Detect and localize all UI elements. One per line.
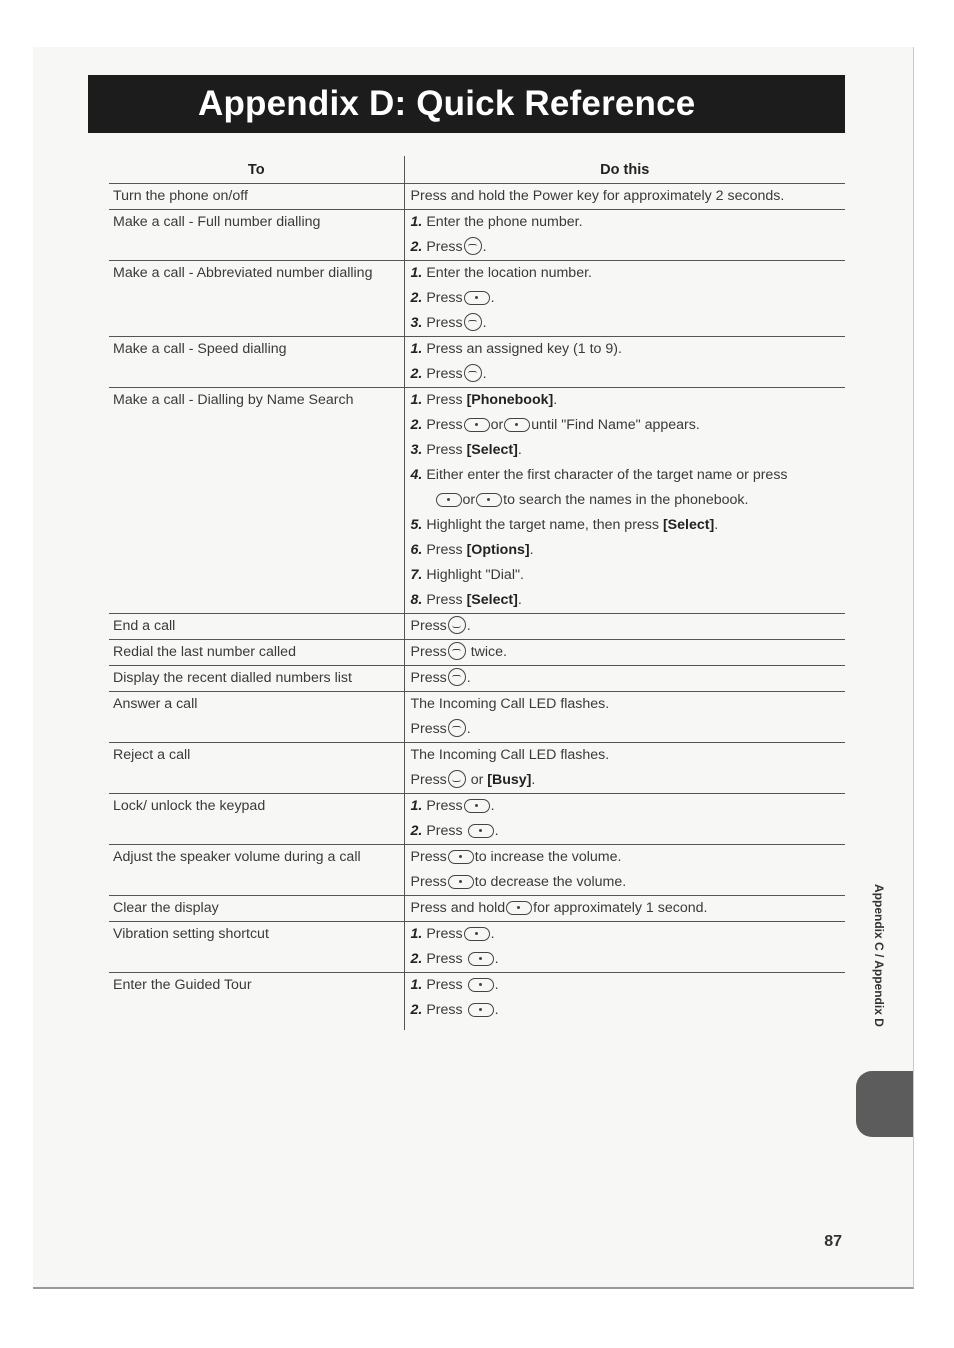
hash-key-icon — [468, 952, 494, 966]
instruction-cell — [404, 743, 845, 794]
task-cell: Enter the Guided Tour — [109, 973, 404, 1031]
page-title: Appendix D: Quick Reference — [88, 75, 845, 133]
table-row — [109, 666, 845, 692]
side-thumb-tab — [856, 1071, 913, 1137]
task-cell: Turn the phone on/off — [109, 184, 404, 210]
task-cell: End a call — [109, 614, 404, 640]
instruction-text: . — [494, 951, 499, 967]
instruction-cell — [404, 845, 845, 896]
instruction-text: for approximately 1 second. — [533, 900, 708, 916]
instruction-text: . — [517, 592, 522, 608]
instruction-line — [411, 362, 846, 387]
instruction-line — [411, 184, 846, 209]
instruction-line — [411, 947, 846, 972]
instruction-line — [411, 588, 846, 613]
instruction-text: Enter the location number. — [426, 265, 592, 281]
send-key-icon — [448, 642, 466, 660]
task-cell: Redial the last number called — [109, 640, 404, 666]
instruction-text: . — [714, 517, 719, 533]
table-row — [109, 692, 845, 743]
softkey-label: [Select] — [466, 442, 518, 458]
down-key-icon — [476, 493, 502, 507]
task-cell: Make a call - Abbreviated number dialling — [109, 261, 404, 337]
step-number: 2. — [410, 1002, 423, 1018]
instruction-text: Press — [426, 592, 467, 608]
softkey-label: [Busy] — [487, 772, 532, 788]
instruction-cell — [404, 666, 845, 692]
table-row — [109, 614, 845, 640]
instruction-line — [411, 235, 846, 260]
step-number: 3. — [410, 442, 423, 458]
instruction-text: or — [490, 417, 504, 433]
instruction-text: Press and hold the Power key for approximately 2 seconds. — [410, 188, 785, 204]
menu-key-icon — [464, 291, 490, 305]
instruction-text: Press — [410, 644, 447, 660]
instruction-cell — [404, 261, 845, 337]
step-number: 2. — [410, 417, 423, 433]
table-row — [109, 210, 845, 261]
instruction-text: Press — [426, 542, 467, 558]
instruction-line — [411, 666, 846, 691]
instruction-text: . — [466, 618, 471, 634]
instruction-text: Press — [426, 392, 467, 408]
instruction-line — [411, 998, 846, 1023]
table-row — [109, 794, 845, 845]
instruction-text: . — [490, 798, 495, 814]
table-header-row — [109, 156, 845, 184]
up-key-icon — [448, 850, 474, 864]
menu-key-icon — [468, 1003, 494, 1017]
column-header-to: To — [109, 156, 404, 184]
instruction-text: Press and hold — [410, 900, 506, 916]
table-row — [109, 184, 845, 210]
table-row — [109, 922, 845, 973]
send-key-icon — [464, 313, 482, 331]
instruction-text: until "Find Name" appears. — [531, 417, 700, 433]
quick-reference-table — [109, 156, 845, 1030]
instruction-text: Press — [410, 772, 447, 788]
instruction-text: or — [466, 772, 488, 788]
step-number: 1. — [410, 926, 423, 942]
instruction-text: Press — [410, 874, 447, 890]
instruction-line — [411, 438, 846, 463]
instruction-line — [411, 768, 846, 793]
instruction-cell — [404, 922, 845, 973]
instruction-text: Press — [426, 290, 463, 306]
instruction-text: . — [482, 239, 487, 255]
table-row — [109, 261, 845, 337]
instruction-line — [411, 845, 846, 870]
instruction-text: Press — [426, 366, 463, 382]
softkey-label: [Options] — [466, 542, 530, 558]
instruction-cell — [404, 210, 845, 261]
down-key-icon — [504, 418, 530, 432]
table-row — [109, 896, 845, 922]
instruction-text: to increase the volume. — [474, 849, 622, 865]
instruction-cell — [404, 896, 845, 922]
instruction-text: to decrease the volume. — [474, 874, 627, 890]
instruction-text: twice. — [466, 644, 507, 660]
instruction-cell — [404, 692, 845, 743]
instruction-text: . — [466, 670, 471, 686]
task-cell: Lock/ unlock the keypad — [109, 794, 404, 845]
instruction-text: Press — [410, 849, 447, 865]
table-row — [109, 743, 845, 794]
table-row — [109, 337, 845, 388]
down-key-icon — [464, 927, 490, 941]
page-number: 87 — [824, 1233, 842, 1250]
softkey-label: [Select] — [662, 517, 715, 533]
instruction-line — [411, 388, 846, 413]
send-key-icon — [464, 364, 482, 382]
up-key-icon — [468, 978, 494, 992]
task-cell: Adjust the speaker volume during a call — [109, 845, 404, 896]
step-number: 1. — [410, 977, 423, 993]
instruction-text: Press — [410, 670, 447, 686]
instruction-line — [411, 413, 846, 438]
instruction-text: to search the names in the phonebook. — [503, 492, 749, 508]
instruction-text: Enter the phone number. — [426, 214, 583, 230]
side-tab-label: Appendix C / Appendix D — [872, 884, 886, 1027]
instruction-text: Press — [426, 442, 467, 458]
send-key-icon — [448, 668, 466, 686]
step-number: 2. — [410, 951, 423, 967]
instruction-text: Press — [426, 951, 467, 967]
step-number: 1. — [410, 214, 423, 230]
step-number: 7. — [410, 567, 423, 583]
step-number: 5. — [410, 517, 423, 533]
instruction-text: Press — [426, 417, 463, 433]
instruction-line — [411, 819, 846, 844]
down-key-icon — [448, 875, 474, 889]
instruction-text: Press — [426, 315, 463, 331]
end-key-icon — [448, 616, 466, 634]
instruction-text: . — [482, 315, 487, 331]
instruction-line — [411, 870, 846, 895]
end-key-icon — [448, 770, 466, 788]
instruction-text: Press — [426, 798, 463, 814]
instruction-line — [411, 286, 846, 311]
star-key-icon — [468, 824, 494, 838]
up-key-icon — [464, 799, 490, 813]
step-number: 2. — [410, 239, 423, 255]
task-cell: Answer a call — [109, 692, 404, 743]
instruction-line — [411, 922, 846, 947]
instruction-text: . — [490, 926, 495, 942]
step-number: 4. — [410, 467, 423, 483]
instruction-text: . — [494, 977, 499, 993]
send-key-icon — [464, 237, 482, 255]
instruction-text: The Incoming Call LED flashes. — [410, 696, 610, 712]
instruction-text: Highlight "Dial". — [426, 567, 524, 583]
instruction-line — [411, 311, 846, 336]
instruction-text: . — [466, 721, 471, 737]
step-number: 1. — [410, 392, 423, 408]
instruction-line — [411, 261, 846, 286]
instruction-text: . — [494, 1002, 499, 1018]
instruction-text: . — [529, 542, 534, 558]
instruction-text: Press — [410, 721, 447, 737]
instruction-line — [411, 794, 846, 819]
step-number: 2. — [410, 290, 423, 306]
up-key-icon — [464, 418, 490, 432]
instruction-text: . — [553, 392, 558, 408]
step-number: 8. — [410, 592, 423, 608]
instruction-line — [411, 692, 846, 717]
task-cell: Make a call - Full number dialling — [109, 210, 404, 261]
instruction-text: . — [482, 366, 487, 382]
softkey-label: [Phonebook] — [466, 392, 554, 408]
task-cell: Display the recent dialled numbers list — [109, 666, 404, 692]
task-cell: Vibration setting shortcut — [109, 922, 404, 973]
step-number: 6. — [410, 542, 423, 558]
instruction-text: Press — [426, 823, 467, 839]
task-cell: Clear the display — [109, 896, 404, 922]
send-key-icon — [448, 719, 466, 737]
instruction-text: . — [490, 290, 495, 306]
table-row — [109, 640, 845, 666]
step-number: 2. — [410, 823, 423, 839]
instruction-text: . — [494, 823, 499, 839]
step-number: 3. — [410, 315, 423, 331]
instruction-line — [411, 640, 846, 665]
column-header-do-this: Do this — [404, 156, 845, 184]
instruction-line — [411, 337, 846, 362]
instruction-cell — [404, 388, 845, 614]
instruction-line — [411, 513, 846, 538]
instruction-text: The Incoming Call LED flashes. — [410, 747, 610, 763]
instruction-text: or — [462, 492, 476, 508]
instruction-line — [411, 614, 846, 639]
task-cell: Reject a call — [109, 743, 404, 794]
instruction-line — [411, 896, 846, 921]
instruction-line — [411, 210, 846, 235]
instruction-text: . — [531, 772, 536, 788]
instruction-text: Press — [410, 618, 447, 634]
instruction-line — [411, 563, 846, 588]
instruction-text: Either enter the first character of the target name or press — [426, 467, 788, 483]
instruction-line — [411, 717, 846, 742]
instruction-cell — [404, 973, 845, 1031]
task-cell: Make a call - Speed dialling — [109, 337, 404, 388]
step-number: 1. — [410, 265, 423, 281]
softkey-label: [Select] — [466, 592, 518, 608]
table-row — [109, 973, 845, 1031]
instruction-text: Press — [426, 1002, 467, 1018]
clr-key-icon — [506, 901, 532, 915]
table-row — [109, 845, 845, 896]
step-number: 1. — [410, 341, 423, 357]
task-cell: Make a call - Dialling by Name Search — [109, 388, 404, 614]
instruction-cell — [404, 794, 845, 845]
instruction-cell — [404, 640, 845, 666]
table-body — [109, 184, 845, 1031]
step-number: 1. — [410, 798, 423, 814]
instruction-line — [411, 743, 846, 768]
instruction-text: Highlight the target name, then press — [426, 517, 663, 533]
instruction-line — [411, 463, 846, 488]
up-key-icon — [436, 493, 462, 507]
instruction-cell — [404, 184, 845, 210]
instruction-line — [411, 973, 846, 998]
instruction-text: Press — [426, 239, 463, 255]
instruction-text: Press — [426, 977, 467, 993]
instruction-text: . — [517, 442, 522, 458]
instruction-line — [411, 488, 846, 513]
table-row — [109, 388, 845, 614]
instruction-text: Press — [426, 926, 463, 942]
step-number: 2. — [410, 366, 423, 382]
instruction-text: Press an assigned key (1 to 9). — [426, 341, 622, 357]
instruction-cell — [404, 614, 845, 640]
instruction-line — [411, 538, 846, 563]
instruction-cell — [404, 337, 845, 388]
